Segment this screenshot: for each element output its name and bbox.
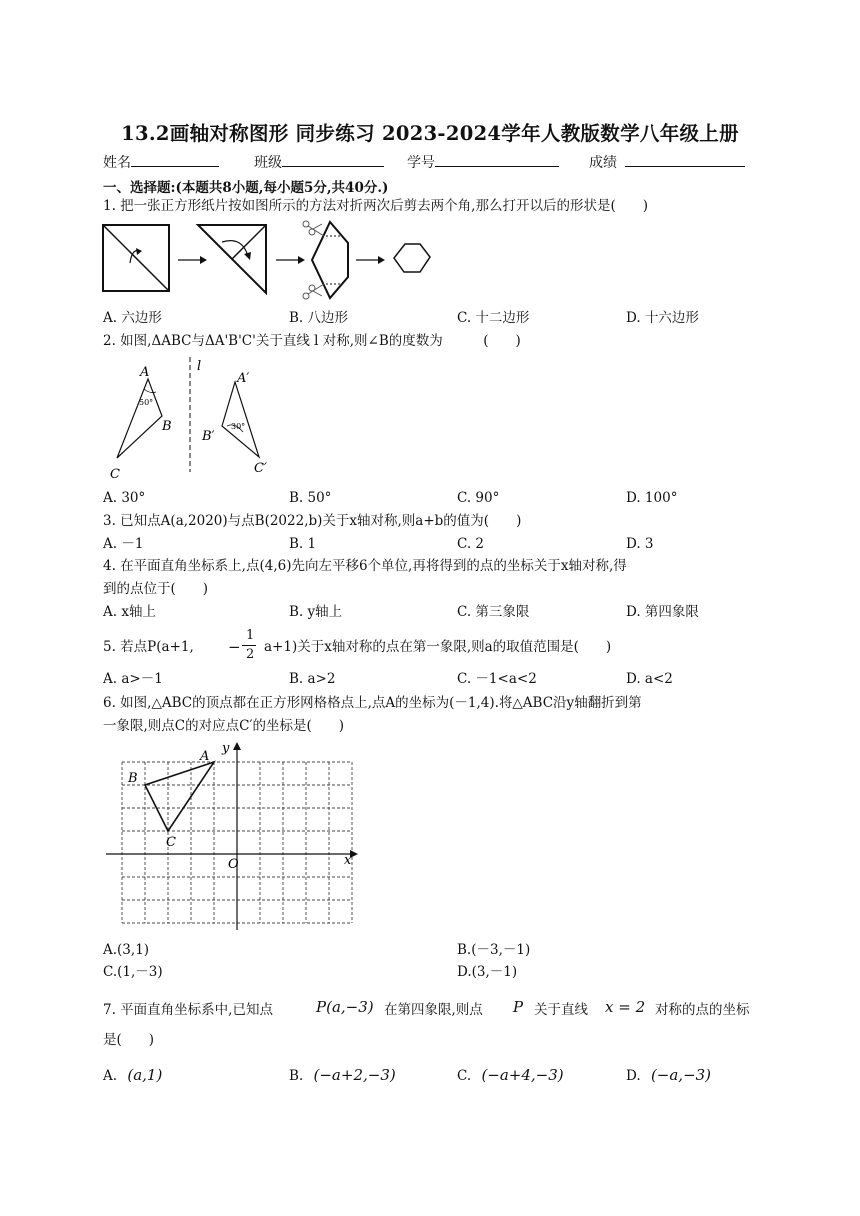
q1-option-b[interactable]: B. 八边形	[289, 310, 349, 326]
q6-option-b[interactable]: B.(－3,－1)	[457, 942, 531, 958]
question-6-stem-cont: 一象限,则点C的对应点C′的坐标是( )	[103, 718, 345, 734]
scissors-icon	[303, 221, 324, 236]
q7-option-b-math: (−a+2,−3)	[313, 1066, 396, 1084]
question-4-stem-cont: 到的点位于( )	[103, 581, 209, 597]
scissors-icon	[303, 284, 324, 299]
label-a-prime: A′	[237, 371, 250, 386]
question-3-stem: 3. 已知点A(a,2020)与点B(2022,b)关于x轴对称,则a+b的值为( )	[103, 513, 522, 529]
q7-p: P	[513, 998, 524, 1016]
label-c-prime: C′	[254, 461, 267, 476]
class-label: 班级	[254, 155, 282, 171]
q6-option-a[interactable]: A.(3,1)	[103, 942, 150, 958]
class-field[interactable]	[254, 152, 384, 172]
q7-option-c-math: (−a+4,−3)	[481, 1066, 564, 1084]
label-a: A	[200, 749, 210, 764]
score-field[interactable]	[589, 152, 745, 172]
label-b: B	[162, 419, 172, 434]
question-5-stem-cont: a+1)关于x轴对称的点在第一象限,则a的取值范围是( )	[264, 639, 612, 655]
q7-line: x = 2	[605, 998, 646, 1016]
q7-option-a[interactable]: A. (a,1)	[103, 1066, 163, 1084]
q7-option-d[interactable]: D. (−a,−3)	[626, 1066, 712, 1084]
q3-option-c[interactable]: C. 2	[457, 536, 485, 552]
q4-option-a[interactable]: A. x轴上	[103, 604, 156, 620]
q2-option-d[interactable]: D. 100°	[626, 490, 678, 506]
q7-option-c[interactable]: C. (−a+4,−3)	[457, 1066, 564, 1084]
q2-angle-30: 30°	[231, 422, 246, 431]
q4-option-c[interactable]: C. 第三象限	[457, 604, 530, 620]
triangle-abc	[145, 762, 214, 831]
q5-option-a[interactable]: A. a>－1	[103, 671, 163, 687]
q7-option-b[interactable]: B. (−a+2,−3)	[289, 1066, 396, 1084]
score-blank[interactable]	[625, 152, 745, 167]
question-7-stem-d: 对称的点的坐标	[655, 1002, 750, 1018]
q6-option-d[interactable]: D.(3,－1)	[457, 964, 518, 980]
id-blank[interactable]	[435, 152, 559, 167]
question-7-stem-c: 关于直线	[534, 1002, 588, 1018]
q2-angle-50: 50°	[139, 398, 154, 407]
q1-fold-figure	[100, 218, 445, 300]
question-7-stem-cont: 是( )	[103, 1032, 155, 1048]
q2-triangle-figure	[104, 352, 284, 482]
label-c: C	[166, 835, 176, 850]
q1-option-a[interactable]: A. 六边形	[103, 310, 162, 326]
section-heading: 一、选择题:(本题共8小题,每小题5分,共40分.)	[103, 180, 389, 196]
q2-option-c[interactable]: C. 90°	[457, 490, 500, 506]
q5-fraction: − 1 2	[228, 628, 255, 662]
label-a: A	[140, 365, 150, 380]
label-c: C	[110, 467, 120, 482]
label-b: B	[128, 771, 138, 786]
label-o: O	[228, 857, 239, 872]
label-b-prime: B′	[202, 429, 215, 444]
label-l: l	[197, 359, 202, 374]
label-y: y	[222, 741, 230, 756]
q3-option-a[interactable]: A. －1	[103, 536, 144, 552]
name-label: 姓名	[103, 155, 131, 171]
question-7-stem-b: 在第四象限,则点	[384, 1002, 483, 1018]
q3-option-b[interactable]: B. 1	[289, 536, 317, 552]
q1-option-d[interactable]: D. 十六边形	[626, 310, 699, 326]
q4-option-d[interactable]: D. 第四象限	[626, 604, 699, 620]
question-4-stem: 4. 在平面直角坐标系上,点(4,6)先向左平移6个单位,再将得到的点的坐标关于x轴对称,得	[103, 558, 627, 574]
question-1-stem: 1. 把一张正方形纸片按如图所示的方法对折两次后剪去两个角,那么打开以后的形状是( )	[103, 198, 648, 214]
q7-option-a-math: (a,1)	[127, 1066, 163, 1084]
q5-option-d[interactable]: D. a<2	[626, 671, 673, 687]
q3-option-d[interactable]: D. 3	[626, 536, 654, 552]
question-5-stem: 5. 若点P(a+1,	[103, 639, 194, 655]
q6-option-c[interactable]: C.(1,－3)	[103, 964, 163, 980]
id-field[interactable]	[407, 152, 559, 172]
q6-grid-figure	[104, 740, 362, 932]
q7-option-d-math: (−a,−3)	[650, 1066, 712, 1084]
q1-option-c[interactable]: C. 十二边形	[457, 310, 530, 326]
question-6-stem: 6. 如图,△ABC的顶点都在正方形网格格点上,点A的坐标为(－1,4).将△ABC沿y轴翻折到第	[103, 695, 642, 711]
score-label: 成绩	[589, 155, 617, 171]
q7-point: P(a,−3)	[316, 998, 374, 1016]
q5-option-b[interactable]: B. a>2	[289, 671, 336, 687]
q4-option-b[interactable]: B. y轴上	[289, 604, 343, 620]
question-2-stem: 2. 如图,ΔABC与ΔA'B'C'关于直线 l 对称,则∠B的度数为 ( )	[103, 333, 521, 349]
id-label: 学号	[407, 155, 435, 171]
q2-option-a[interactable]: A. 30°	[103, 490, 146, 506]
page-title: 13.2画轴对称图形 同步练习 2023-2024学年人教版数学八年级上册	[121, 122, 739, 145]
label-x: x	[344, 853, 352, 868]
question-7-stem: 7. 平面直角坐标系中,已知点	[103, 1002, 273, 1018]
name-field[interactable]	[103, 152, 219, 172]
q2-option-b[interactable]: B. 50°	[289, 490, 332, 506]
q5-option-c[interactable]: C. －1<a<2	[457, 671, 537, 687]
class-blank[interactable]	[282, 152, 384, 167]
name-blank[interactable]	[131, 152, 219, 167]
